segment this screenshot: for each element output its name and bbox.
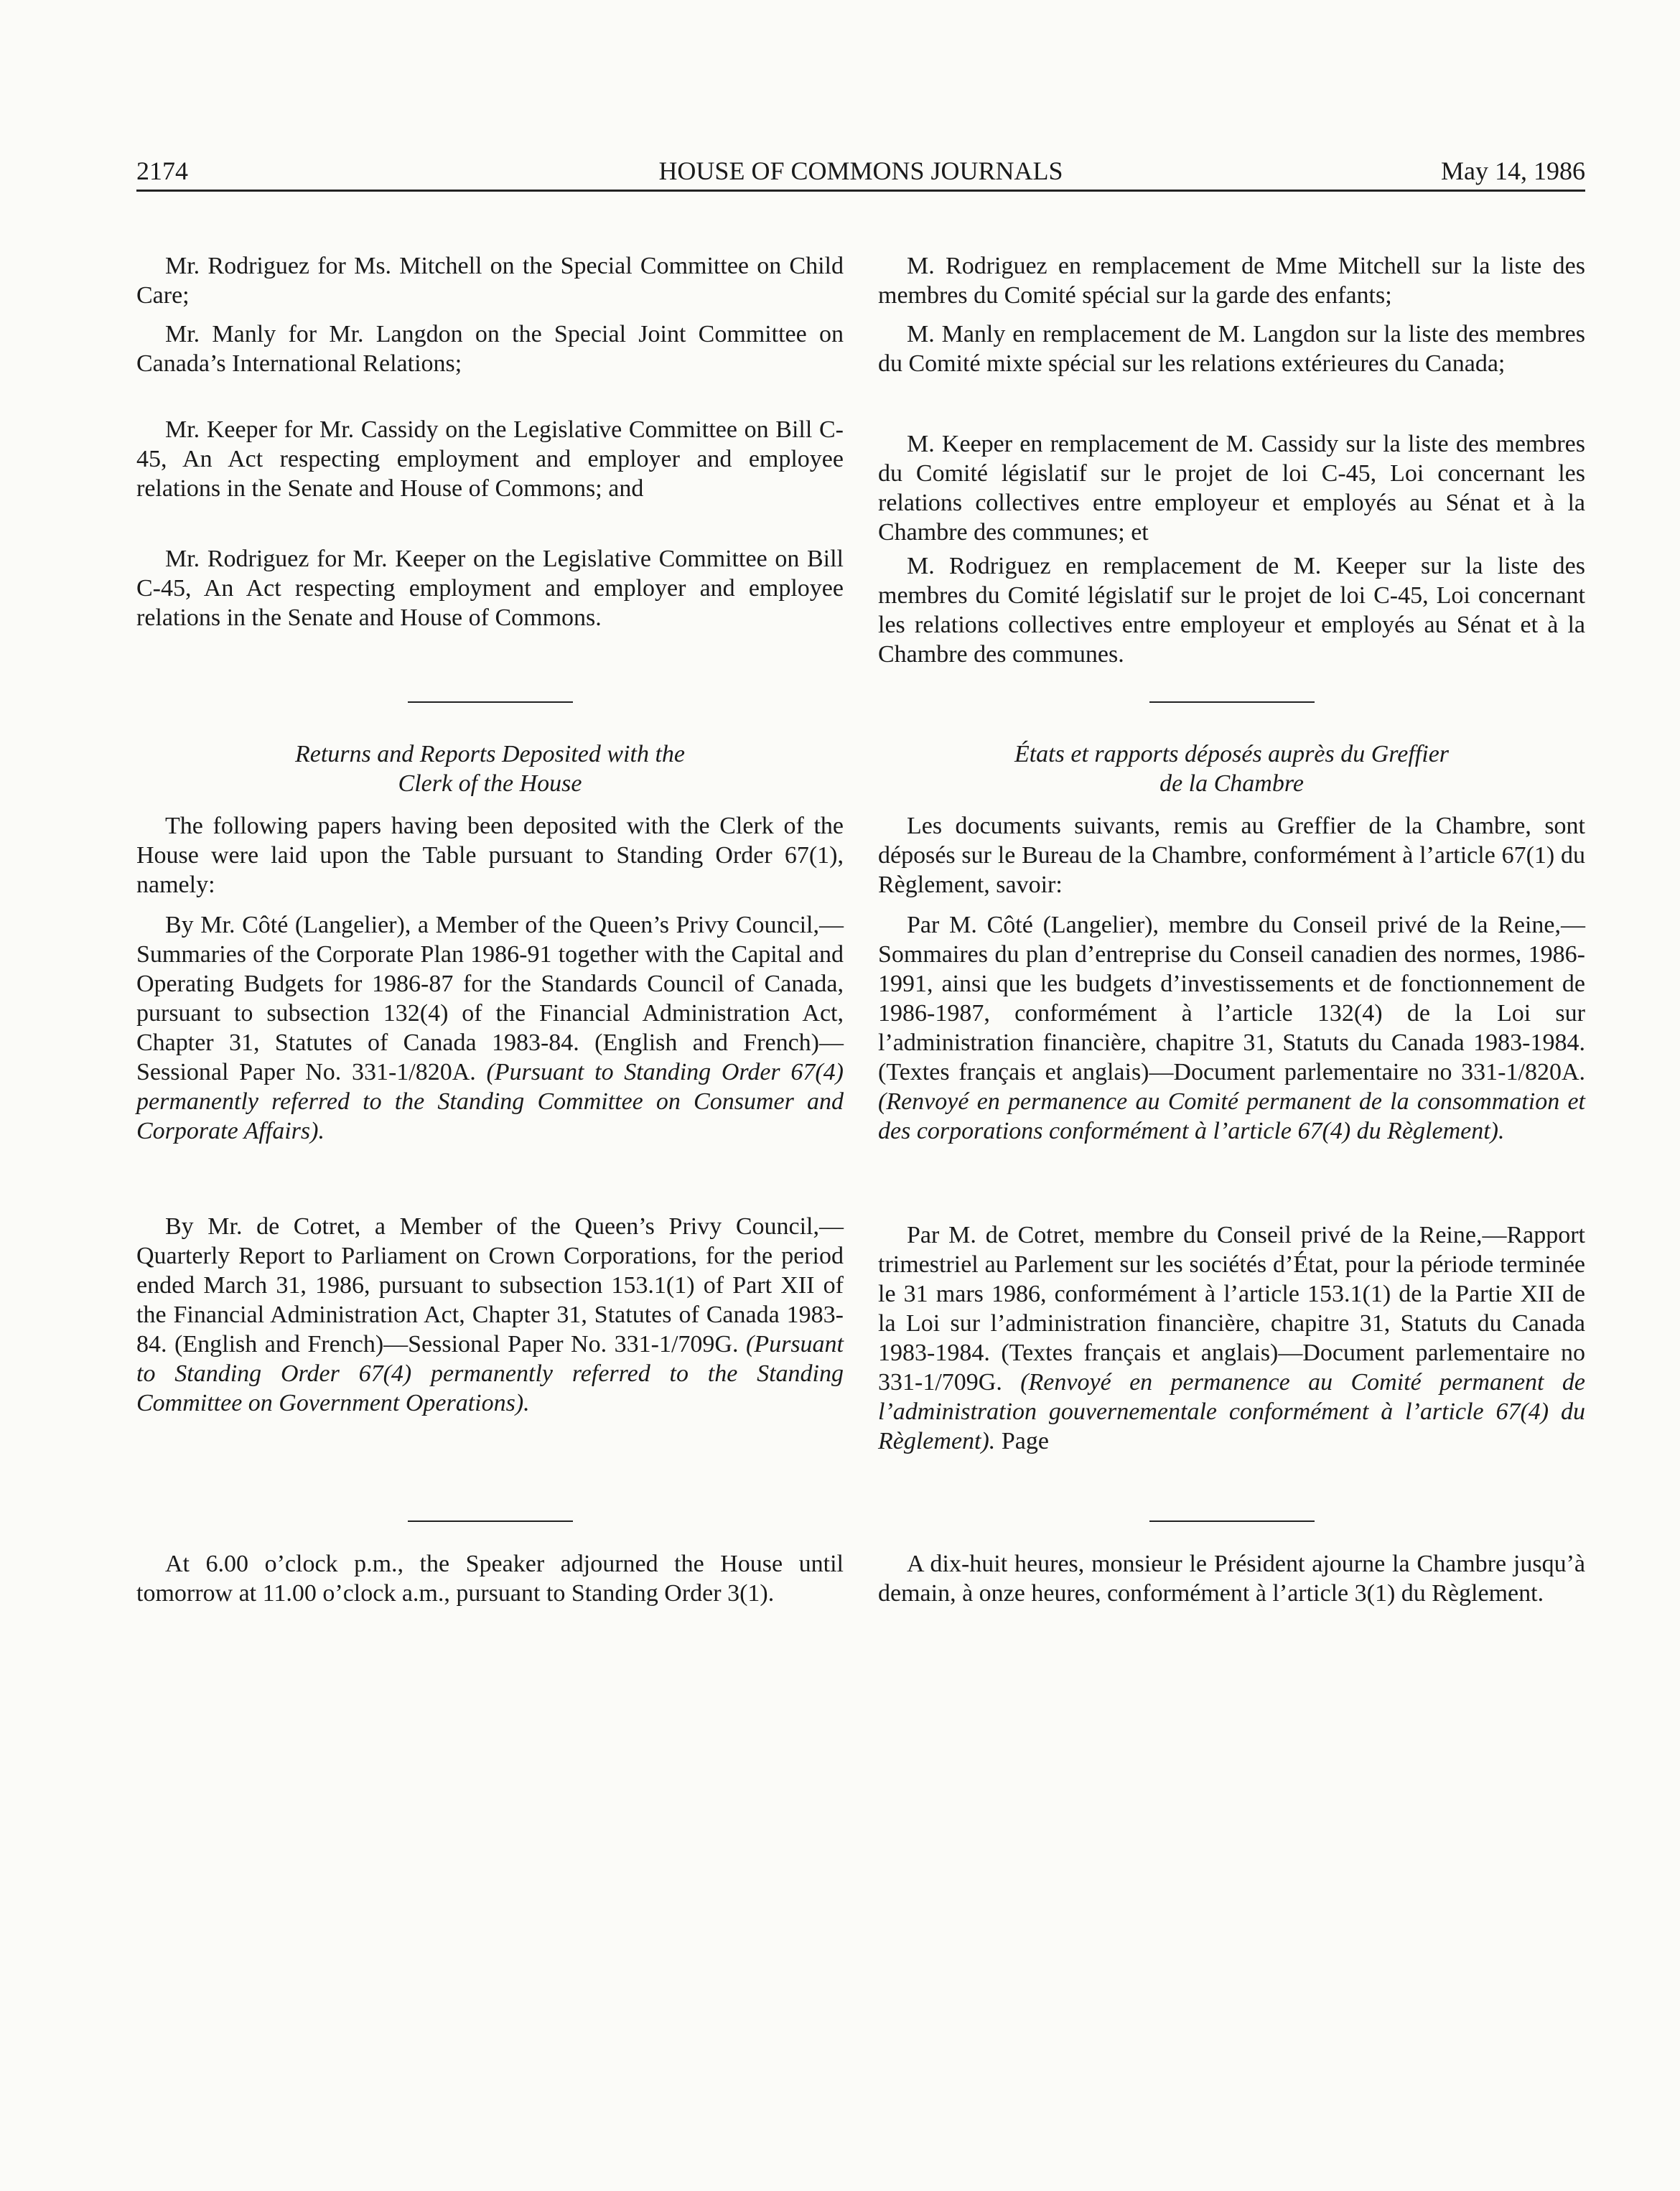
journal-title: HOUSE OF COMMONS JOURNALS	[658, 156, 1063, 185]
english-substitution-2: Mr. Manly for Mr. Langdon on the Special Joint Committee on Canada’s International Relations;	[136, 321, 844, 377]
french-substitution-4: M. Rodriguez en remplacement de M. Keeper sur la liste des membres du Comité législatif sur le projet de loi C-45, Loi concernant les relations collectives entre employeur et employés au Sénat et à la Chambre des communes.	[878, 553, 1585, 668]
french-returns-heading: États et rapports déposés auprès du Greffier de la Chambre	[1014, 741, 1450, 797]
french-paper-2: Par M. de Cotret, membre du Conseil privé de la Reine,—Rapport trimestriel au Parlement sur les sociétés d’État, pour la période terminée le 31 mars 1986, conformément à l’article 153.1(1) de la Partie XII de la Loi sur l’administration financière, chapitre 31, Statuts du Canada 1983-1984. (Textes français et anglais)—Document parlementaire no 331-1/709G. (Renvoyé en permanence au Comité permanent de l’administration gouvernementale conformément à l’article 67(4) du Règlement). Page	[878, 1222, 1585, 1454]
english-paper-1: By Mr. Côté (Langelier), a Member of the Queen’s Privy Council,—Summaries of the Corporate Plan 1986-91 together with the Capital and Operating Budgets for 1986-87 for the Standards Council of Canada, pursuant to subsection 132(4) of the Financial Administration Act, Chapter 31, Statutes of Canada 1983-84. (English and French)—Sessional Paper No. 331-1/820A. (Pursuant to Standing Order 67(4) permanently referred to the Standing Committee on Consumer and Corporate Affairs).	[136, 912, 844, 1144]
section-divider	[1149, 1520, 1315, 1522]
french-adjournment: A dix-huit heures, monsieur le Président ajourne la Chambre jusqu’à demain, à onze heures, conformément à l’article 3(1) du Règlement.	[878, 1551, 1585, 1607]
english-returns-heading: Returns and Reports Deposited with the Clerk of the House	[294, 741, 685, 797]
page-number: 2174	[136, 156, 188, 185]
french-returns-intro: Les documents suivants, remis au Greffier de la Chambre, sont déposés sur le Bureau de la Chambre, conformément à l’article 67(1) du Règlement, savoir:	[878, 813, 1585, 898]
english-paper-2: By Mr. de Cotret, a Member of the Queen’s Privy Council,—Quarterly Report to Parliament on Crown Corporations, for the period ended March 31, 1986, pursuant to subsection 153.1(1) of Part XII of the Financial Administration Act, Chapter 31, Statutes of Canada 1983-84. (English and French)—Sessional Paper No. 331-1/709G. (Pursuant to Standing Order 67(4) permanently referred to the Standing Committee on Government Operations).	[136, 1213, 844, 1416]
french-paper-1-referral: (Renvoyé en permanence au Comité permanent de la consommation et des corporations conformément à l’article 67(4) du Règlement).	[878, 1088, 1585, 1144]
french-paper-1: Par M. Côté (Langelier), membre du Conseil privé de la Reine,—Sommaires du plan d’entreprise du Conseil canadien des normes, 1986-1991, ainsi que les budgets d’investissements et de fonctionnement de 1986-1987, conformément à l’article 132(4) de la Loi sur l’administration financière, chapitre 31, Statuts du Canada 1983-1984. (Textes français et anglais)—Document parlementaire no 331-1/820A. (Renvoyé en permanence au Comité permanent de la consommation et des corporations conformément à l’article 67(4) du Règlement).	[878, 912, 1585, 1144]
english-paper-1-referral: (Pursuant to Standing Order 67(4) permanently referred to the Standing Committee on Consumer and Corporate Affairs).	[136, 1059, 844, 1144]
english-returns-intro: The following papers having been deposited with the Clerk of the House were laid upon the Table pursuant to Standing Order 67(1), namely:	[136, 813, 844, 898]
section-divider	[1149, 701, 1315, 703]
section-divider	[408, 701, 573, 703]
english-adjournment: At 6.00 o’clock p.m., the Speaker adjourned the House until tomorrow at 11.00 o’clock a.m., pursuant to Standing Order 3(1).	[136, 1551, 844, 1607]
english-substitution-3: Mr. Keeper for Mr. Cassidy on the Legislative Committee on Bill C-45, An Act respecting employment and employer and employee relations in the Senate and House of Commons; and	[136, 416, 844, 502]
english-paper-2-referral: (Pursuant to Standing Order 67(4) permanently referred to the Standing Committee on Government Operations).	[136, 1331, 844, 1416]
section-divider	[408, 1520, 573, 1522]
french-substitution-1: M. Rodriguez en remplacement de Mme Mitchell sur la liste des membres du Comité spécial sur la garde des enfants;	[878, 253, 1585, 309]
page-header	[136, 156, 1585, 192]
french-paper-2-referral: (Renvoyé en permanence au Comité permanent de l’administration gouvernementale conformément à l’article 67(4) du Règlement).	[878, 1369, 1585, 1454]
header-date: May 14, 1986	[1441, 156, 1585, 185]
french-substitution-2: M. Manly en remplacement de M. Langdon sur la liste des membres du Comité mixte spécial sur les relations extérieures du Canada;	[878, 321, 1585, 377]
french-substitution-3: M. Keeper en remplacement de M. Cassidy sur la liste des membres du Comité législatif sur le projet de loi C-45, Loi concernant les relations collectives entre employeur et employés au Sénat et à la Chambre des communes; et	[878, 431, 1585, 546]
english-substitution-4: Mr. Rodriguez for Mr. Keeper on the Legislative Committee on Bill C-45, An Act respecting employment and employer and employee relations in the Senate and House of Commons.	[136, 546, 844, 631]
english-substitution-1: Mr. Rodriguez for Ms. Mitchell on the Special Committee on Child Care;	[136, 253, 844, 309]
